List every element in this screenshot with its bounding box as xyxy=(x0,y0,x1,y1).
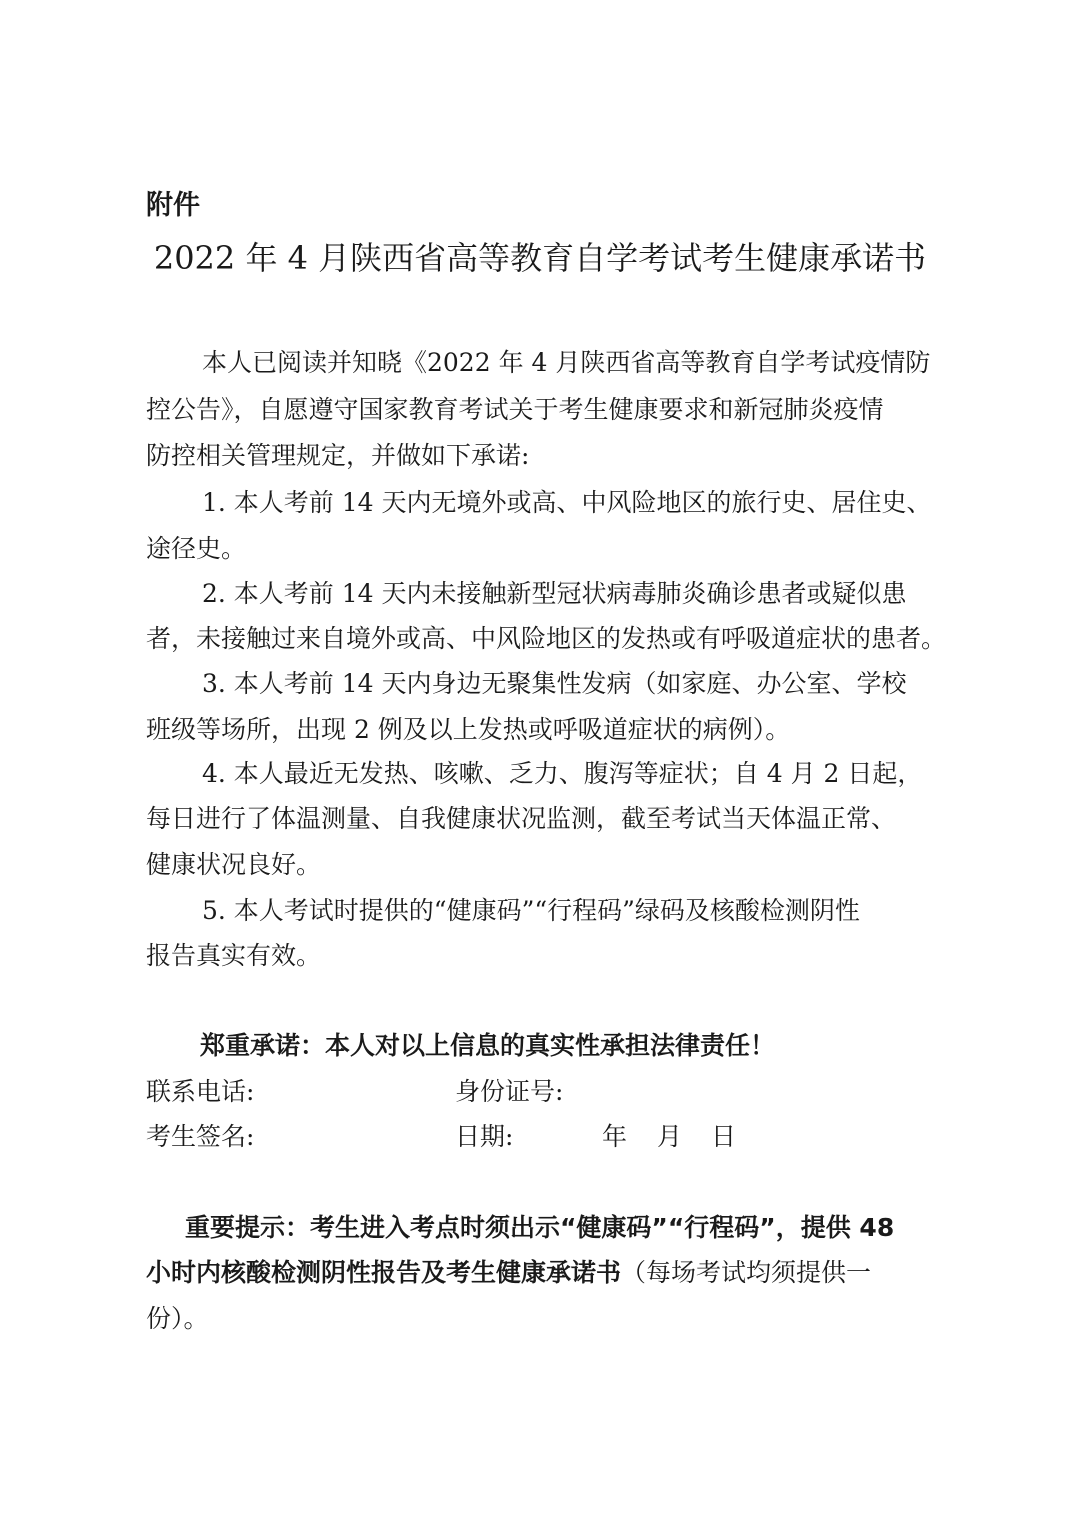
pledge-item-4: 4. 本人最近无发热、咳嗽、乏力、腹泻等症状；自 4 月 2 日起， xyxy=(202,759,923,788)
notice-line-3: 份）。 xyxy=(146,1304,209,1333)
date-month: 月 xyxy=(657,1122,683,1151)
notice-line-2-bold: 小时内核酸检测阴性报告及考生健康承诺书 xyxy=(146,1258,622,1287)
date-label: 日期: xyxy=(455,1122,514,1151)
pledge-item-4-cont: 每日进行了体温测量、自我健康状况监测，截至考试当天体温正常、 xyxy=(146,804,897,833)
pledge-item-5: 5. 本人考试时提供的“健康码”“行程码”绿码及核酸检测阴性 xyxy=(202,896,860,925)
notice-line-1: 重要提示：考生进入考点时须出示“健康码”“行程码”，提供 48 xyxy=(185,1213,895,1242)
intro-line: 本人已阅读并知晓《2022 年 4 月陕西省高等教育自学考试疫情防 xyxy=(202,348,931,377)
pledge-item-4-cont: 健康状况良好。 xyxy=(146,850,322,879)
pledge-item-1: 1. 本人考前 14 天内无境外或高、中风险地区的旅行史、居住史、 xyxy=(202,488,932,517)
pledge-item-5-cont: 报告真实有效。 xyxy=(146,941,322,970)
notice-line-2 xyxy=(146,1256,871,1290)
pledge-item-3-cont: 班级等场所，出现 2 例及以上发热或呼吸道症状的病例）。 xyxy=(146,715,791,744)
signature-label: 考生签名: xyxy=(146,1122,255,1151)
intro-line: 防控相关管理规定，并做如下承诺: xyxy=(146,441,530,470)
intro-line: 控公告》，自愿遵守国家教育考试关于考生健康要求和新冠肺炎疫情 xyxy=(146,395,884,424)
pledge-item-2-cont: 者，未接触过来自境外或高、中风险地区的发热或有呼吸道症状的患者。 xyxy=(146,624,947,653)
date-year: 年 xyxy=(602,1122,628,1151)
pledge-item-3: 3. 本人考前 14 天内身边无聚集性发病（如家庭、办公室、学校 xyxy=(202,669,907,698)
id-number-label: 身份证号: xyxy=(455,1077,564,1106)
attachment-label: 附件 xyxy=(146,190,200,221)
pledge-item-2: 2. 本人考前 14 天内未接触新型冠状病毒肺炎确诊患者或疑似患 xyxy=(202,579,907,608)
document-title: 2022 年 4 月陕西省高等教育自学考试考生健康承诺书 xyxy=(153,239,927,277)
solemn-pledge: 郑重承诺：本人对以上信息的真实性承担法律责任！ xyxy=(200,1031,776,1060)
notice-line-2-rest: （每场考试均须提供一 xyxy=(621,1258,872,1287)
date-day: 日 xyxy=(711,1122,737,1151)
pledge-item-1-cont: 途径史。 xyxy=(146,534,247,563)
phone-label: 联系电话: xyxy=(146,1077,255,1106)
